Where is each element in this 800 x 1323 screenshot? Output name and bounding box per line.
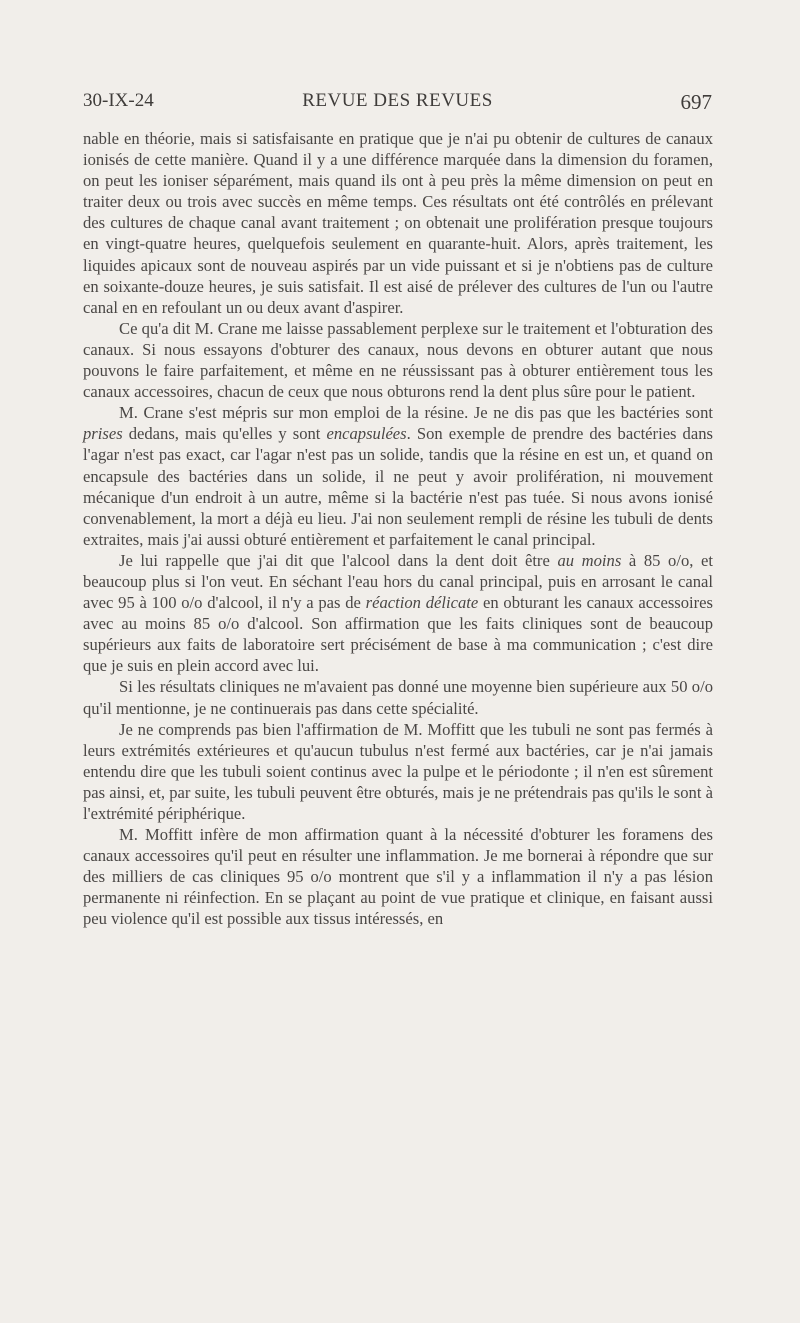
paragraph-text: Si les résultats cliniques ne m'avaient pas donné une moyenne bien supérieure aux 50 o/o qu'il mentionne, je ne continuerais pas dans cette spécialité. xyxy=(83,677,713,718)
running-header xyxy=(83,90,712,120)
paragraph xyxy=(83,402,713,550)
paragraph-text: en obturant les canaux accessoires avec au moins 85 o/o d'alcool. Son affirmation que les faits cliniques sont de beaucoup supérieurs aux faits de laboratoire sert précisément de base à ma communication ; c'est dire que je suis en plein accord avec lui. xyxy=(83,593,714,676)
article-body xyxy=(83,128,713,930)
paragraph-text: à 85 o/o, et beaucoup plus si l'on veut. En séchant l'eau hors du canal principal, puis en arrosant le canal avec 95 à 100 o/o d'alcool, il n'y a pas de xyxy=(83,550,713,613)
paragraph xyxy=(83,676,713,718)
paragraph xyxy=(83,128,713,318)
emphasis: encapsulées xyxy=(326,424,407,444)
paragraph-text: Je lui rappelle que j'ai dit que l'alcool dans la dent doit être xyxy=(119,550,558,570)
paragraph-text: . Son exemple de prendre des bactéries dans l'agar n'est pas exact, car l'agar n'est pas un solide, tandis que la résine en est un, et quand on encapsule des bactéries dans un solide, il ne peut y avoir prolifération, ni mouvement mécanique d'un endroit à un autre, même si la bactérie n'est pas tuée. Si nous avons ionisé convenablement, la mort a déjà eu lieu. J'ai non seulement rempli de résine les tubuli de dents extraites, mais j'ai aussi obturé entièrement et parfaitement le canal principal. xyxy=(83,424,713,549)
emphasis: au moins xyxy=(557,550,622,570)
emphasis: réaction délicate xyxy=(365,593,479,613)
paragraph xyxy=(83,824,713,929)
page-number: 697 xyxy=(680,90,712,114)
paragraph-text: dedans, mais qu'elles y sont xyxy=(122,424,327,444)
emphasis: prises xyxy=(83,424,123,444)
paragraph xyxy=(83,550,713,677)
paragraph xyxy=(83,719,713,824)
paragraph-text: nable en théorie, mais si satisfaisante en pratique que je n'ai pu obtenir de cultures de canaux ionisés de cette manière. Quand il y a une différence marquée dans la dimension du foramen, on peut les ioniser séparément, mais quand ils ont à peu près la même dimension on peut en traiter deux ou trois avec succès en même temps. Ces résultats ont été contrôlés en prélevant des cultures de chaque canal avant traitement ; on obtenait une prolifération presque toujours en vingt-quatre heures, quelquefois seulement en quarante-huit. Alors, après traitement, les liquides apicaux sont de nouveau aspirés par un vide puissant et si je n'obtiens pas de culture en soixante-douze heures, je suis satisfait. Il est aisé de prélever des cultures de l'un ou l'autre canal en en refoulant un ou deux avant d'aspirer. xyxy=(83,129,713,317)
paragraph-text: M. Crane s'est mépris sur mon emploi de la résine. Je ne dis pas que les bactéries sont xyxy=(119,403,713,423)
header-date: 30-IX-24 xyxy=(83,90,154,111)
paragraph-text: M. Moffitt infère de mon affirmation quant à la nécessité d'obturer les foramens des canaux accessoires qu'il peut en résulter une inflammation. Je me bornerai à répondre que sur des milliers de cas cliniques 95 o/o montrent que s'il y a inflammation il n'y a pas lésion permanente ni réinfection. En se plaçant au point de vue pratique et clinique, en faisant aussi peu violence qu'il est possible aux tissus intéressés, en xyxy=(83,825,713,929)
journal-title: REVUE DES REVUES xyxy=(302,90,493,111)
paragraph-text: Ce qu'a dit M. Crane me laisse passablement perplexe sur le traitement et l'obturation des canaux. Si nous essayons d'obturer des canaux, nous devons en obturer autant que nous pouvons le faire parfaitement, et même en ne réussissant pas à obturer entièrement tous les canaux accessoires, chacun de ceux que nous obturons rend la dent plus sûre pour le patient. xyxy=(83,318,713,402)
paragraph-text: Je ne comprends pas bien l'affirmation de M. Moffitt que les tubuli ne sont pas fermés à leurs extrémités extérieures et qu'aucun tubulus n'est fermé aux bactéries, car je n'ai jamais entendu dire que les tubuli soient continus avec la pulpe et le périodonte ; il n'en est sûrement pas ainsi, et, par suite, les tubuli peuvent être obturés, mais je ne prétendrais pas qu'ils le sont à l'extrémité périphérique. xyxy=(83,719,713,823)
paragraph xyxy=(83,318,713,402)
